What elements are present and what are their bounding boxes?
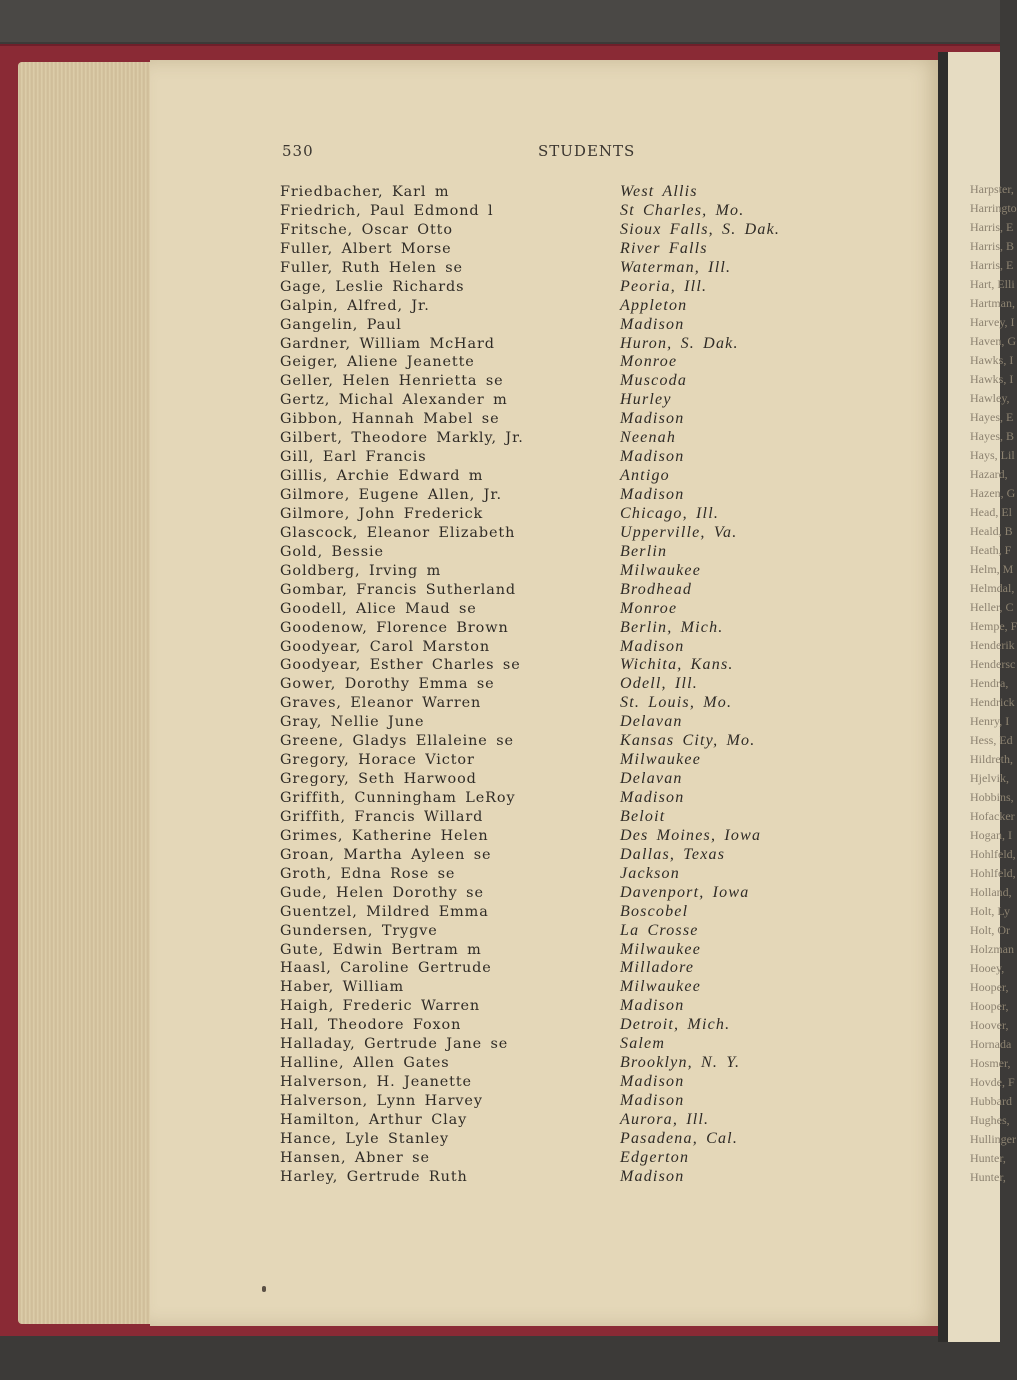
facing-page-fragment: Harvey, I — [970, 315, 1015, 329]
student-hometown: Madison — [620, 315, 685, 333]
student-hometown: St. Louis, Mo. — [620, 694, 733, 712]
student-name: Greene, Gladys Ellaleine se — [280, 733, 514, 750]
student-hometown: Detroit, Mich. — [620, 1016, 731, 1034]
facing-page-fragment: Heath, F — [970, 543, 1012, 557]
facing-page-fragment: Hawks, I — [970, 372, 1014, 386]
student-name: Gilbert, Theodore Markly, Jr. — [280, 430, 524, 447]
student-hometown: Berlin — [620, 542, 668, 560]
student-name: Griffith, Francis Willard — [280, 808, 484, 825]
student-hometown: Madison — [620, 448, 685, 466]
student-name: Gray, Nellie June — [280, 714, 425, 731]
student-hometown: Berlin, Mich. — [620, 618, 724, 636]
student-hometown: Peoria, Ill. — [620, 277, 708, 295]
student-name: Fritsche, Oscar Otto — [280, 221, 453, 238]
student-name: Halladay, Gertrude Jane se — [280, 1036, 509, 1053]
facing-page-fragment: Hooper, — [970, 980, 1009, 994]
student-name: Gibbon, Hannah Mabel se — [280, 411, 500, 428]
student-hometown: Edgerton — [620, 1148, 690, 1166]
student-hometown: Pasadena, Cal. — [620, 1129, 739, 1147]
student-hometown: Madison — [620, 410, 685, 428]
book-page — [150, 60, 942, 1326]
student-hometown: Salem — [620, 1035, 666, 1053]
facing-page-fragment: Hendra, — [970, 676, 1009, 690]
student-name: Haasl, Caroline Gertrude — [280, 960, 492, 977]
facing-page-fragment: Haven, G — [970, 334, 1016, 348]
student-hometown: Huron, S. Dak. — [620, 334, 739, 352]
student-name: Hance, Lyle Stanley — [280, 1130, 450, 1147]
student-name: Gill, Earl Francis — [280, 449, 427, 466]
student-name: Glascock, Eleanor Elizabeth — [280, 524, 516, 541]
facing-page-fragment: Hjelvik, — [970, 771, 1009, 785]
facing-page-fragment: Holt, Ly — [970, 904, 1011, 918]
facing-page-fragment: Hempe, F — [970, 619, 1017, 633]
student-hometown: Brodhead — [620, 580, 693, 598]
student-hometown: Odell, Ill. — [620, 675, 698, 693]
student-hometown: Brooklyn, N. Y. — [620, 1054, 741, 1072]
student-hometown: Davenport, Iowa — [620, 883, 750, 901]
facing-page-fragment: Heller, C — [970, 600, 1014, 614]
student-hometown: Jackson — [620, 864, 680, 882]
student-name: Goodenow, Florence Brown — [280, 619, 509, 636]
facing-page-fragment: Hildreth, — [970, 752, 1013, 766]
student-name: Gangelin, Paul — [280, 316, 402, 333]
student-hometown: Monroe — [620, 599, 678, 617]
student-name: Gombar, Francis Sutherland — [280, 581, 517, 598]
background-band — [0, 0, 1000, 42]
facing-page-fragment: Head, El — [970, 505, 1012, 519]
student-name: Griffith, Cunningham LeRoy — [280, 790, 516, 806]
student-hometown: Delavan — [620, 770, 683, 788]
facing-page-fragment: Holzman — [970, 942, 1014, 956]
facing-page-fragment: Holland, — [970, 885, 1012, 899]
facing-page-fragment: Holt, Or — [970, 923, 1010, 937]
student-hometown: Wichita, Kans. — [620, 656, 734, 674]
student-hometown: Madison — [620, 486, 685, 503]
facing-page-fragment: Hendrick — [970, 695, 1015, 709]
student-hometown: La Crosse — [620, 921, 699, 939]
student-name: Halverson, H. Jeanette — [280, 1074, 472, 1091]
student-name: Gude, Helen Dorothy se — [280, 884, 484, 901]
facing-page-fragment: Hohlfeld, — [970, 866, 1016, 880]
facing-page-fragment: Hazard, — [970, 467, 1008, 481]
facing-page-fragment: Hoover, — [970, 1018, 1009, 1032]
student-hometown: West Allis — [620, 183, 698, 200]
student-hometown: Madison — [620, 1167, 685, 1185]
student-name-column — [280, 183, 524, 1187]
student-hometown: Muscoda — [620, 372, 688, 390]
student-name: Gregory, Horace Victor — [280, 752, 475, 769]
student-hometown: Chicago, Ill. — [620, 504, 720, 522]
student-name: Hansen, Abner se — [280, 1149, 430, 1166]
facing-page-fragment: Henry, I — [970, 714, 1010, 728]
student-hometown: Sioux Falls, S. Dak. — [620, 220, 781, 238]
student-hometown: Des Moines, Iowa — [620, 826, 762, 844]
facing-page-fragment: Hohlfeld, — [970, 847, 1016, 861]
facing-page-fragment: Helm, M — [970, 562, 1014, 576]
facing-page-fragment: Helmdal, — [970, 581, 1015, 595]
student-name: Geiger, Aliene Jeanette — [280, 354, 475, 371]
student-name: Groan, Martha Ayleen se — [280, 846, 492, 863]
facing-page-fragment: Hovde, F — [970, 1075, 1015, 1089]
facing-page-fragment: Hartman, — [970, 296, 1015, 310]
facing-page-fragment: Hubbard — [970, 1094, 1012, 1108]
student-name: Fuller, Ruth Helen se — [280, 259, 463, 276]
facing-page-fragment: Harris, B — [970, 239, 1014, 253]
student-name: Geller, Helen Henrietta se — [280, 373, 504, 390]
page-number: 530 — [282, 142, 314, 160]
student-name: Goodyear, Esther Charles se — [280, 657, 521, 674]
facing-page-fragment: Hess, Ed — [970, 733, 1013, 747]
student-name: Gilmore, Eugene Allen, Jr. — [280, 487, 502, 503]
student-name: Friedbacher, Karl m — [280, 184, 450, 200]
student-hometown: Milladore — [620, 959, 695, 977]
student-hometown: Madison — [620, 789, 685, 806]
student-hometown: St Charles, Mo. — [620, 201, 745, 219]
facing-page-fragment: Henderik — [970, 638, 1015, 652]
student-hometown: Hurley — [620, 391, 672, 409]
student-name: Gold, Bessie — [280, 543, 384, 560]
facing-page-fragment: Harris, E — [970, 258, 1014, 272]
student-hometown: Milwaukee — [620, 561, 701, 579]
student-name: Guentzel, Mildred Emma — [280, 903, 489, 920]
facing-page-fragment: Hullinger — [970, 1132, 1016, 1146]
facing-page-fragment: Hays, Lil — [970, 448, 1015, 462]
facing-page-fragment: Hart, Elli — [970, 277, 1015, 291]
student-name: Goodell, Alice Maud se — [280, 600, 477, 617]
facing-page-fragment: Hunter, — [970, 1170, 1006, 1184]
student-name: Fuller, Albert Morse — [280, 240, 452, 257]
facing-page-fragment: Hooper, — [970, 999, 1009, 1013]
facing-page-fragment: Hunter, — [970, 1151, 1006, 1165]
student-name: Gundersen, Trygve — [280, 922, 438, 939]
student-name: Gregory, Seth Harwood — [280, 771, 477, 788]
student-name: Galpin, Alfred, Jr. — [280, 297, 430, 314]
facing-page-fragment: Hosmer, — [970, 1056, 1011, 1070]
student-name: Halline, Allen Gates — [280, 1055, 450, 1072]
ink-speck — [262, 1286, 266, 1292]
student-hometown: Waterman, Ill. — [620, 258, 732, 276]
page-edges — [18, 62, 168, 1324]
student-hometown: Kansas City, Mo. — [620, 732, 756, 750]
student-hometown: Antigo — [620, 467, 670, 485]
student-hometown: Dallas, Texas — [620, 845, 726, 863]
student-hometown: Delavan — [620, 713, 683, 731]
facing-page-fragment: Hooey, — [970, 961, 1005, 975]
student-hometown: Monroe — [620, 353, 678, 371]
facing-page-fragment: Heald, B — [970, 524, 1013, 538]
student-name: Gardner, William McHard — [280, 335, 495, 352]
student-name: Halverson, Lynn Harvey — [280, 1093, 483, 1109]
student-name: Graves, Eleanor Warren — [280, 695, 482, 712]
student-name: Gage, Leslie Richards — [280, 278, 465, 295]
facing-page-fragment: Hawks, I — [970, 353, 1014, 367]
facing-page-fragment: Hogan, I — [970, 828, 1012, 842]
student-hometown: Madison — [620, 637, 685, 655]
student-hometown: Beloit — [620, 807, 666, 825]
student-name: Hall, Theodore Foxon — [280, 1017, 462, 1034]
facing-page-fragment: Harris, E — [970, 220, 1014, 234]
student-name: Hamilton, Arthur Clay — [280, 1111, 468, 1128]
student-name: Grimes, Katherine Helen — [280, 827, 489, 844]
facing-page-fragment: Hornada — [970, 1037, 1012, 1051]
facing-page-fragment: Hobbins, — [970, 790, 1014, 804]
student-name: Haber, William — [280, 979, 405, 996]
facing-page-fragment: Harpster, — [970, 182, 1014, 196]
student-name: Gower, Dorothy Emma se — [280, 676, 495, 693]
student-name: Goldberg, Irving m — [280, 562, 442, 579]
student-name: Groth, Edna Rose se — [280, 865, 456, 882]
facing-page-fragment: Hayes, B — [970, 429, 1014, 443]
student-name: Gertz, Michal Alexander m — [280, 392, 508, 409]
student-hometown: Neenah — [620, 429, 677, 447]
student-name: Gilmore, John Frederick — [280, 505, 484, 522]
student-hometown: Milwaukee — [620, 978, 701, 996]
facing-page-fragment: Hofacker — [970, 809, 1015, 823]
student-hometown: Madison — [620, 1092, 685, 1109]
facing-page-fragment: Hawley, — [970, 391, 1010, 405]
hometown-column — [620, 183, 780, 1187]
student-hometown: Milwaukee — [620, 751, 701, 769]
running-head: STUDENTS — [538, 142, 636, 160]
student-hometown: Boscobel — [620, 902, 689, 920]
student-name: Harley, Gertrude Ruth — [280, 1168, 468, 1185]
student-name: Gillis, Archie Edward m — [280, 468, 484, 485]
student-hometown: Madison — [620, 997, 685, 1015]
facing-page-fragment: Hazen, G — [970, 486, 1016, 500]
student-hometown: Upperville, Va. — [620, 523, 738, 541]
student-name: Haigh, Frederic Warren — [280, 998, 481, 1015]
facing-page — [948, 52, 1017, 1342]
student-hometown: Milwaukee — [620, 940, 701, 958]
student-name: Gute, Edwin Bertram m — [280, 941, 482, 958]
student-hometown: Appleton — [620, 296, 688, 314]
student-hometown: Madison — [620, 1073, 685, 1091]
student-hometown: River Falls — [620, 239, 708, 257]
student-hometown: Aurora, Ill. — [620, 1110, 710, 1128]
facing-page-fragment: Hayes, E — [970, 410, 1014, 424]
facing-page-fragment: Hendersc — [970, 657, 1016, 671]
student-name: Goodyear, Carol Marston — [280, 638, 491, 655]
facing-page-fragment: Hughes, — [970, 1113, 1010, 1127]
student-name: Friedrich, Paul Edmond l — [280, 202, 494, 219]
facing-page-fragment: Harringto — [970, 201, 1017, 215]
